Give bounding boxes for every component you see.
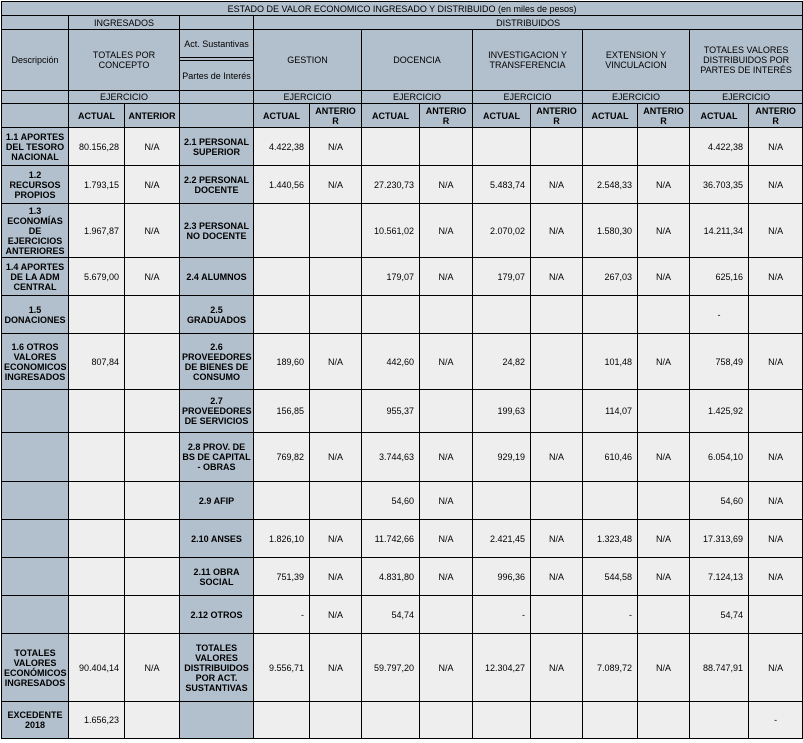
gestion-anterior-cell xyxy=(310,296,362,334)
total-actual-cell: 4.422,38 xyxy=(690,128,749,166)
ejercicio-header: EJERCICIO xyxy=(690,91,803,104)
extension-anterior-cell xyxy=(638,596,690,634)
docencia-anterior-cell: N/A xyxy=(420,433,473,482)
table-row xyxy=(2,596,803,634)
gestion-actual-cell: 189,60 xyxy=(254,334,310,390)
gestion-anterior-cell xyxy=(310,258,362,296)
distribuidos-header: DISTRIBUIDOS xyxy=(254,16,803,30)
extension-anterior-cell: N/A xyxy=(638,258,690,296)
ingresado-actual-cell: 1.967,87 xyxy=(69,204,125,258)
row-description xyxy=(2,482,69,520)
parte-interes-cell: 2.6 PROVEEDORES DE BIENES DE CONSUMO xyxy=(180,334,254,390)
docencia-anterior-cell: N/A xyxy=(420,334,473,390)
ejercicio-header: EJERCICIO xyxy=(362,91,473,104)
empty-header-cell xyxy=(180,104,254,128)
total-anterior-cell: N/A xyxy=(749,482,803,520)
investigacion-actual-cell xyxy=(473,128,531,166)
row-description xyxy=(2,433,69,482)
investigacion-anterior-cell xyxy=(531,296,583,334)
gestion-actual-cell: 751,39 xyxy=(254,558,310,596)
docencia-actual-cell: 59.797,20 xyxy=(362,634,420,702)
gestion-anterior-cell: N/A xyxy=(310,128,362,166)
investigacion-actual-cell: 24,82 xyxy=(473,334,531,390)
extension-actual-cell: 101,48 xyxy=(583,334,638,390)
docencia-anterior-cell xyxy=(420,596,473,634)
investigacion-anterior-cell: N/A xyxy=(531,166,583,204)
investigacion-actual-cell: 2.070,02 xyxy=(473,204,531,258)
actual-header: ACTUAL xyxy=(254,104,310,128)
total-actual-cell: 36.703,35 xyxy=(690,166,749,204)
row-description: 1.4 APORTES DE LA ADM CENTRAL xyxy=(2,258,69,296)
totales-distribuidos-header: TOTALES VALORES DISTRIBUIDOS POR PARTES DE INTERÉS xyxy=(690,30,803,91)
docencia-actual-cell xyxy=(362,128,420,166)
ingresado-actual-cell: 1.656,23 xyxy=(69,702,125,739)
investigacion-actual-cell: 199,63 xyxy=(473,390,531,433)
anterior-header: ANTERIO R xyxy=(638,104,690,128)
table-row xyxy=(2,558,803,596)
gestion-anterior-cell: N/A xyxy=(310,166,362,204)
extension-actual-cell xyxy=(583,128,638,166)
parte-interes-cell: TOTALES VALORES DISTRIBUIDOS POR ACT. SUSTANTIVAS xyxy=(180,634,254,702)
docencia-anterior-cell: N/A xyxy=(420,558,473,596)
total-actual-cell: 7.124,13 xyxy=(690,558,749,596)
docencia-actual-cell xyxy=(362,702,420,739)
gestion-actual-cell: 156,85 xyxy=(254,390,310,433)
total-anterior-cell: N/A xyxy=(749,558,803,596)
row-description: EXCEDENTE 2018 xyxy=(2,702,69,739)
docencia-actual-cell: 54,74 xyxy=(362,596,420,634)
ingresado-anterior-cell xyxy=(125,482,180,520)
table-row xyxy=(2,702,803,739)
empty-header-cell xyxy=(180,16,254,30)
extension-actual-cell: 544,58 xyxy=(583,558,638,596)
total-actual-cell: 1.425,92 xyxy=(690,390,749,433)
total-anterior-cell: N/A xyxy=(749,433,803,482)
ingresado-actual-cell xyxy=(69,558,125,596)
ingresado-anterior-cell: N/A xyxy=(125,634,180,702)
parte-interes-cell: 2.10 ANSES xyxy=(180,520,254,558)
gestion-actual-cell: 769,82 xyxy=(254,433,310,482)
ejercicio-header: EJERCICIO xyxy=(473,91,583,104)
gestion-actual-cell: 4.422,38 xyxy=(254,128,310,166)
actual-header: ACTUAL xyxy=(69,104,125,128)
docencia-actual-cell: 179,07 xyxy=(362,258,420,296)
extension-anterior-cell xyxy=(638,702,690,739)
extension-anterior-cell: N/A xyxy=(638,520,690,558)
gestion-actual-cell xyxy=(254,702,310,739)
docencia-header: DOCENCIA xyxy=(362,30,473,91)
extension-anterior-cell: N/A xyxy=(638,433,690,482)
investigacion-actual-cell: 5.483,74 xyxy=(473,166,531,204)
gestion-anterior-cell xyxy=(310,482,362,520)
total-anterior-cell xyxy=(749,390,803,433)
investigacion-actual-cell: 929,19 xyxy=(473,433,531,482)
extension-anterior-cell xyxy=(638,128,690,166)
ingresado-actual-cell xyxy=(69,596,125,634)
total-anterior-cell xyxy=(749,596,803,634)
ingresado-anterior-cell xyxy=(125,702,180,739)
anterior-header: ANTERIOR xyxy=(125,104,180,128)
total-anterior-cell: N/A xyxy=(749,204,803,258)
ingresado-actual-cell: 807,84 xyxy=(69,334,125,390)
docencia-actual-cell: 955,37 xyxy=(362,390,420,433)
row-description xyxy=(2,390,69,433)
investigacion-actual-cell: 2.421,45 xyxy=(473,520,531,558)
gestion-anterior-cell xyxy=(310,204,362,258)
total-anterior-cell: N/A xyxy=(749,258,803,296)
parte-interes-cell: 2.4 ALUMNOS xyxy=(180,258,254,296)
investigacion-header: INVESTIGACION Y TRANSFERENCIA xyxy=(473,30,583,91)
valor-economico-table xyxy=(1,1,803,739)
table-row xyxy=(2,128,803,166)
row-description xyxy=(2,596,69,634)
investigacion-anterior-cell: N/A xyxy=(531,433,583,482)
total-anterior-cell: N/A xyxy=(749,128,803,166)
ejercicio-header: EJERCICIO xyxy=(254,91,362,104)
investigacion-actual-cell: 179,07 xyxy=(473,258,531,296)
ingresado-actual-cell xyxy=(69,296,125,334)
total-anterior-cell: N/A xyxy=(749,520,803,558)
investigacion-actual-cell xyxy=(473,702,531,739)
total-actual-cell: 6.054,10 xyxy=(690,433,749,482)
parte-interes-cell: 2.12 OTROS xyxy=(180,596,254,634)
total-actual-cell: 758,49 xyxy=(690,334,749,390)
ingresado-anterior-cell: N/A xyxy=(125,258,180,296)
table-row xyxy=(2,634,803,702)
ejercicio-header: EJERCICIO xyxy=(69,91,180,104)
docencia-anterior-cell: N/A xyxy=(420,520,473,558)
row-description: 1.6 OTROS VALORES ECONOMICOS INGRESADOS xyxy=(2,334,69,390)
extension-anterior-cell xyxy=(638,296,690,334)
actual-header: ACTUAL xyxy=(690,104,749,128)
row-description: 1.2 RECURSOS PROPIOS xyxy=(2,166,69,204)
gestion-anterior-cell: N/A xyxy=(310,596,362,634)
table-row xyxy=(2,520,803,558)
total-actual-cell: 54,74 xyxy=(690,596,749,634)
ingresado-actual-cell: 80.156,28 xyxy=(69,128,125,166)
row-description: 1.1 APORTES DEL TESORO NACIONAL xyxy=(2,128,69,166)
ingresado-actual-cell: 5.679,00 xyxy=(69,258,125,296)
extension-actual-cell: 610,46 xyxy=(583,433,638,482)
total-anterior-cell: - xyxy=(749,702,803,739)
docencia-anterior-cell: N/A xyxy=(420,166,473,204)
ingresado-anterior-cell xyxy=(125,433,180,482)
anterior-header: ANTERIO R xyxy=(531,104,583,128)
total-anterior-cell xyxy=(749,296,803,334)
parte-interes-cell: 2.7 PROVEEDORES DE SERVICIOS xyxy=(180,390,254,433)
ingresado-actual-cell xyxy=(69,520,125,558)
table-row xyxy=(2,204,803,258)
actual-header: ACTUAL xyxy=(362,104,420,128)
extension-anterior-cell: N/A xyxy=(638,634,690,702)
docencia-anterior-cell: N/A xyxy=(420,258,473,296)
table-title: ESTADO DE VALOR ECONOMICO INGRESADO Y DISTRIBUIDO (en miles de pesos) xyxy=(2,2,803,16)
row-description xyxy=(2,558,69,596)
docencia-anterior-cell: N/A xyxy=(420,634,473,702)
table-row xyxy=(2,433,803,482)
row-description: 1.3 ECONOMÍAS DE EJERCICIOS ANTERIORES xyxy=(2,204,69,258)
parte-interes-cell: 2.11 OBRA SOCIAL xyxy=(180,558,254,596)
gestion-header: GESTION xyxy=(254,30,362,91)
investigacion-anterior-cell xyxy=(531,390,583,433)
parte-interes-cell: 2.1 PERSONAL SUPERIOR xyxy=(180,128,254,166)
docencia-actual-cell: 442,60 xyxy=(362,334,420,390)
investigacion-anterior-cell xyxy=(531,702,583,739)
extension-anterior-cell xyxy=(638,482,690,520)
docencia-actual-cell: 11.742,66 xyxy=(362,520,420,558)
gestion-anterior-cell: N/A xyxy=(310,634,362,702)
extension-actual-cell: 2.548,33 xyxy=(583,166,638,204)
ingresado-anterior-cell xyxy=(125,334,180,390)
gestion-actual-cell: - xyxy=(254,596,310,634)
table-row xyxy=(2,390,803,433)
empty-header-cell xyxy=(2,91,69,104)
extension-actual-cell xyxy=(583,296,638,334)
docencia-actual-cell xyxy=(362,296,420,334)
investigacion-anterior-cell: N/A xyxy=(531,634,583,702)
docencia-anterior-cell xyxy=(420,390,473,433)
docencia-anterior-cell xyxy=(420,128,473,166)
gestion-actual-cell: 1.440,56 xyxy=(254,166,310,204)
totales-concepto-header: TOTALES POR CONCEPTO xyxy=(69,30,180,91)
extension-anterior-cell: N/A xyxy=(638,558,690,596)
investigacion-anterior-cell: N/A xyxy=(531,558,583,596)
gestion-actual-cell xyxy=(254,482,310,520)
ejercicio-header: EJERCICIO xyxy=(583,91,690,104)
extension-actual-cell: 1.580,30 xyxy=(583,204,638,258)
investigacion-actual-cell: - xyxy=(473,596,531,634)
docencia-actual-cell: 10.561,02 xyxy=(362,204,420,258)
docencia-anterior-cell: N/A xyxy=(420,482,473,520)
row-description xyxy=(2,520,69,558)
table-row xyxy=(2,296,803,334)
docencia-anterior-cell: N/A xyxy=(420,204,473,258)
investigacion-anterior-cell xyxy=(531,128,583,166)
extension-anterior-cell xyxy=(638,390,690,433)
partes-interes-header: Partes de Interés xyxy=(180,61,254,91)
ingresado-anterior-cell: N/A xyxy=(125,204,180,258)
anterior-header: ANTERIO R xyxy=(420,104,473,128)
gestion-actual-cell: 1.826,10 xyxy=(254,520,310,558)
extension-actual-cell xyxy=(583,482,638,520)
investigacion-anterior-cell: N/A xyxy=(531,258,583,296)
total-actual-cell xyxy=(690,702,749,739)
row-description: 1.5 DONACIONES xyxy=(2,296,69,334)
gestion-anterior-cell: N/A xyxy=(310,334,362,390)
empty-header-cell xyxy=(2,104,69,128)
investigacion-anterior-cell xyxy=(531,482,583,520)
total-anterior-cell: N/A xyxy=(749,334,803,390)
parte-interes-cell: 2.9 AFIP xyxy=(180,482,254,520)
table-row xyxy=(2,334,803,390)
table-row xyxy=(2,166,803,204)
investigacion-anterior-cell xyxy=(531,596,583,634)
gestion-anterior-cell: N/A xyxy=(310,520,362,558)
investigacion-anterior-cell xyxy=(531,334,583,390)
investigacion-actual-cell xyxy=(473,482,531,520)
gestion-actual-cell xyxy=(254,258,310,296)
gestion-actual-cell: 9.556,71 xyxy=(254,634,310,702)
extension-actual-cell: 7.089,72 xyxy=(583,634,638,702)
gestion-anterior-cell xyxy=(310,702,362,739)
ingresado-anterior-cell xyxy=(125,558,180,596)
ingresado-actual-cell: 1.793,15 xyxy=(69,166,125,204)
table-row xyxy=(2,482,803,520)
extension-anterior-cell: N/A xyxy=(638,334,690,390)
total-anterior-cell: N/A xyxy=(749,166,803,204)
parte-interes-cell: 2.2 PERSONAL DOCENTE xyxy=(180,166,254,204)
gestion-anterior-cell xyxy=(310,390,362,433)
extension-header: EXTENSION Y VINCULACION xyxy=(583,30,690,91)
total-actual-cell: - xyxy=(690,296,749,334)
docencia-anterior-cell xyxy=(420,702,473,739)
total-actual-cell: 625,16 xyxy=(690,258,749,296)
docencia-actual-cell: 54,60 xyxy=(362,482,420,520)
actual-header: ACTUAL xyxy=(473,104,531,128)
parte-interes-cell: 2.5 GRADUADOS xyxy=(180,296,254,334)
gestion-anterior-cell: N/A xyxy=(310,433,362,482)
total-actual-cell: 14.211,34 xyxy=(690,204,749,258)
parte-interes-cell: 2.3 PERSONAL NO DOCENTE xyxy=(180,204,254,258)
ingresado-anterior-cell xyxy=(125,596,180,634)
ingresado-anterior-cell xyxy=(125,296,180,334)
investigacion-actual-cell xyxy=(473,296,531,334)
descripcion-header: Descripción xyxy=(2,30,69,91)
anterior-header: ANTERIO R xyxy=(310,104,362,128)
extension-anterior-cell: N/A xyxy=(638,166,690,204)
ingresados-header: INGRESADOS xyxy=(69,16,180,30)
gestion-actual-cell xyxy=(254,204,310,258)
empty-header-cell xyxy=(2,16,69,30)
extension-actual-cell: 267,03 xyxy=(583,258,638,296)
row-description: TOTALES VALORES ECONÓMICOS INGRESADOS xyxy=(2,634,69,702)
total-anterior-cell: N/A xyxy=(749,634,803,702)
extension-actual-cell: 114,07 xyxy=(583,390,638,433)
ingresado-anterior-cell xyxy=(125,520,180,558)
investigacion-actual-cell: 12.304,27 xyxy=(473,634,531,702)
ingresado-anterior-cell: N/A xyxy=(125,128,180,166)
docencia-actual-cell: 4.831,80 xyxy=(362,558,420,596)
investigacion-anterior-cell: N/A xyxy=(531,204,583,258)
extension-actual-cell: 1.323,48 xyxy=(583,520,638,558)
ingresado-actual-cell: 90.404,14 xyxy=(69,634,125,702)
extension-actual-cell: - xyxy=(583,596,638,634)
extension-anterior-cell: N/A xyxy=(638,204,690,258)
docencia-actual-cell: 3.744,63 xyxy=(362,433,420,482)
table-row xyxy=(2,258,803,296)
ingresado-anterior-cell xyxy=(125,390,180,433)
gestion-anterior-cell: N/A xyxy=(310,558,362,596)
total-actual-cell: 88.747,91 xyxy=(690,634,749,702)
total-actual-cell: 54,60 xyxy=(690,482,749,520)
actual-header: ACTUAL xyxy=(583,104,638,128)
gestion-actual-cell xyxy=(254,296,310,334)
investigacion-actual-cell: 996,36 xyxy=(473,558,531,596)
ingresado-actual-cell xyxy=(69,482,125,520)
empty-header-cell xyxy=(180,91,254,104)
extension-actual-cell xyxy=(583,702,638,739)
total-actual-cell: 17.313,69 xyxy=(690,520,749,558)
anterior-header: ANTERIO R xyxy=(749,104,803,128)
ingresado-actual-cell xyxy=(69,390,125,433)
docencia-anterior-cell xyxy=(420,296,473,334)
parte-interes-cell: 2.8 PROV. DE BS DE CAPITAL - OBRAS xyxy=(180,433,254,482)
docencia-actual-cell: 27.230,73 xyxy=(362,166,420,204)
act-sustantivas-header: Act. Sustantivas xyxy=(180,30,254,58)
ingresado-anterior-cell: N/A xyxy=(125,166,180,204)
investigacion-anterior-cell: N/A xyxy=(531,520,583,558)
parte-interes-cell xyxy=(180,702,254,739)
ingresado-actual-cell xyxy=(69,433,125,482)
